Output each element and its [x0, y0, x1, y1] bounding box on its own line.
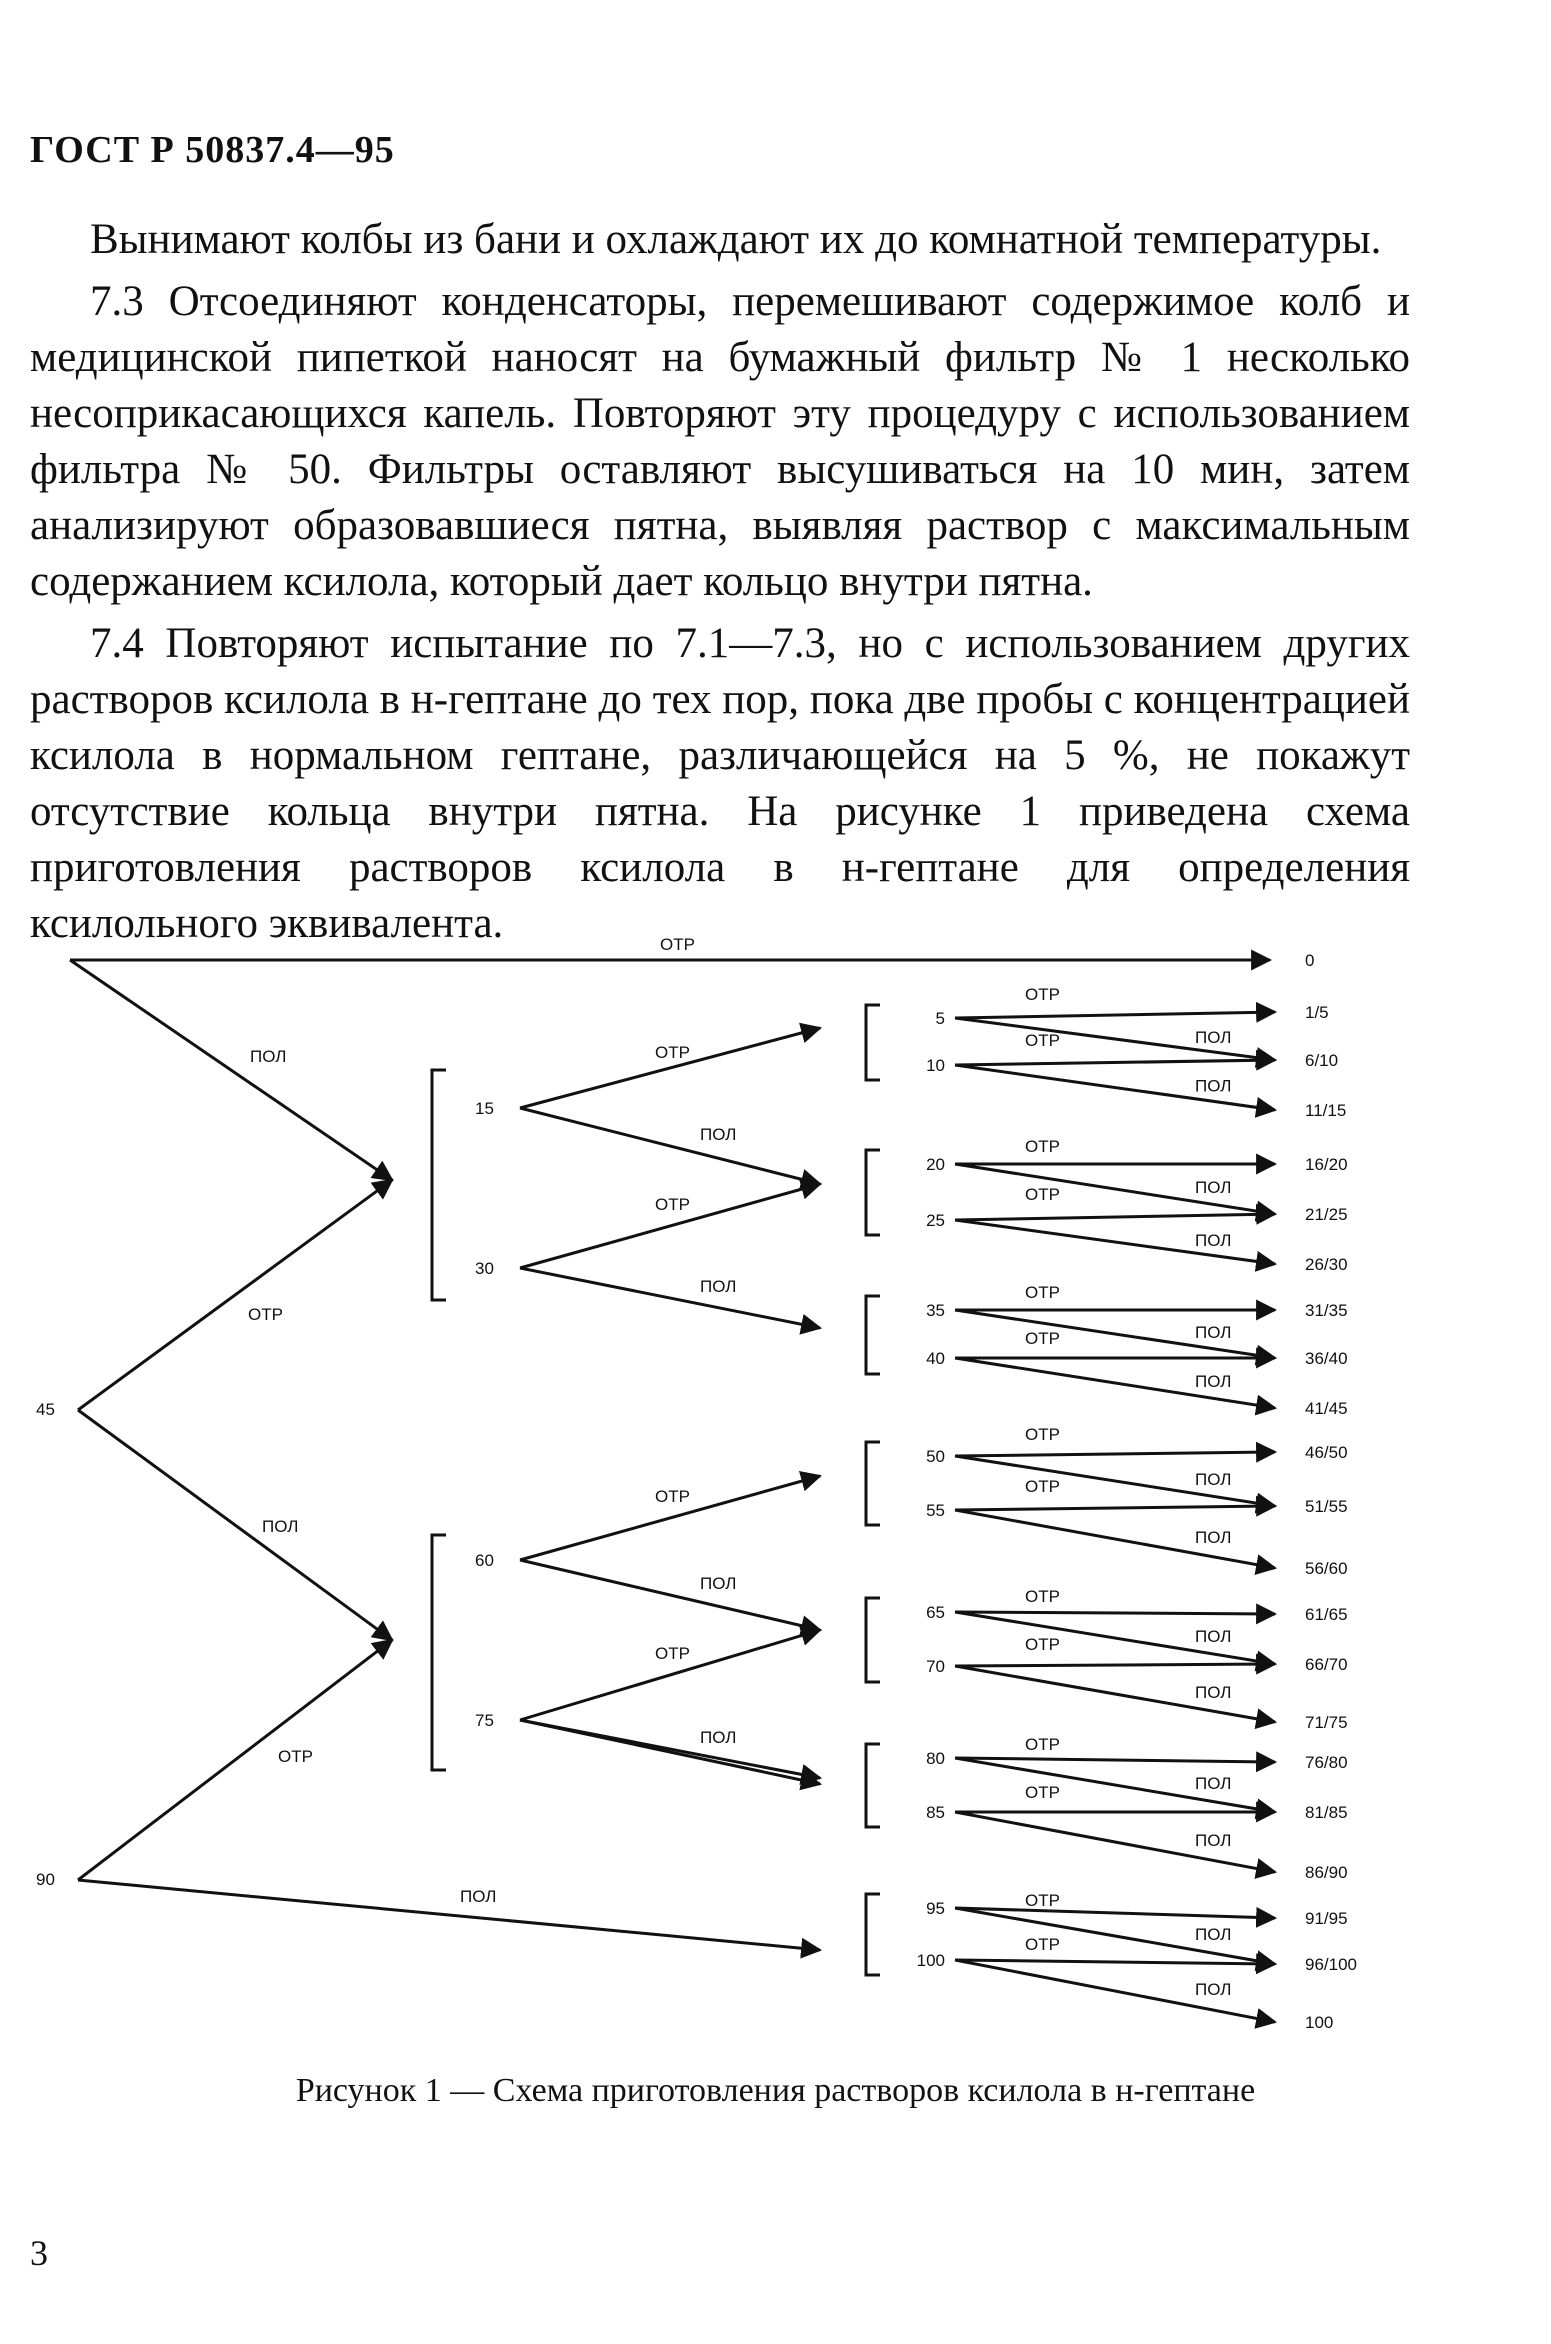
arrow-edge: [78, 1410, 392, 1640]
edge-label: ПОЛ: [700, 1728, 737, 1747]
arrow-edge: [955, 1664, 1275, 1666]
result-label: 26/30: [1305, 1255, 1348, 1274]
result-label: 81/85: [1305, 1803, 1348, 1822]
node-label: 55: [926, 1501, 945, 1520]
edge-label: ПОЛ: [1195, 1925, 1232, 1944]
arrow-edge: [955, 1758, 1275, 1762]
node-label: 25: [926, 1211, 945, 1230]
arrow-edge: [955, 1214, 1275, 1220]
group-bracket: [866, 1598, 880, 1682]
result-label: 41/45: [1305, 1399, 1348, 1418]
node-label: 10: [926, 1056, 945, 1075]
node-label: 40: [926, 1349, 945, 1368]
edge-label: ПОЛ: [1195, 1028, 1232, 1047]
edge-label: ОТР: [1025, 1425, 1060, 1444]
group-bracket: [866, 1894, 880, 1975]
edge-label: ПОЛ: [700, 1125, 737, 1144]
edge-label: ПОЛ: [1195, 1076, 1232, 1096]
arrow-edge: [955, 1506, 1275, 1510]
paragraph: Вынимают колбы из бани и охлаждают их до комнатной температуры.: [90, 216, 1382, 263]
result-label: 100: [1305, 2013, 1334, 2032]
edge-label: ОТР: [1025, 1587, 1060, 1606]
node-label: 70: [926, 1657, 945, 1676]
edge-label: ОТР: [1025, 985, 1060, 1004]
group-bracket: [866, 1442, 880, 1525]
result-label: 6/10: [1305, 1051, 1339, 1070]
arrow-edge: [955, 1452, 1275, 1456]
result-label: 46/50: [1305, 1443, 1348, 1462]
result-label: 36/40: [1305, 1349, 1348, 1368]
edge-label: ОТР: [1025, 1283, 1060, 1302]
node-label: 50: [926, 1447, 945, 1466]
arrow-edge: [520, 1560, 820, 1630]
edge-label: ПОЛ: [1195, 1470, 1232, 1489]
edge-label: ОТР: [1025, 1635, 1060, 1654]
arrow-edge: [70, 960, 392, 1180]
arrow-edge: [78, 1640, 392, 1880]
arrow-edge: [520, 1268, 820, 1328]
edge-label: ОТР: [1025, 1735, 1060, 1754]
result-label: 56/60: [1305, 1559, 1348, 1578]
edge-label: ОТР: [655, 1043, 690, 1062]
body-text: [30, 212, 1410, 958]
arrow-edge: [955, 1612, 1275, 1614]
arrow-edge: [955, 1012, 1275, 1018]
node-label: 5: [935, 1009, 945, 1028]
edge-label: ОТР: [1025, 1477, 1060, 1496]
result-label: 71/75: [1305, 1713, 1348, 1732]
result-label: 1/5: [1305, 1003, 1329, 1022]
edge-label: ОТР: [248, 1305, 283, 1324]
arrow-edge: [78, 1180, 392, 1410]
result-label: 66/70: [1305, 1655, 1348, 1674]
dilution-scheme-diagram: [0, 920, 1551, 2060]
arrow-edge: [520, 1108, 820, 1184]
result-label: 61/65: [1305, 1605, 1348, 1624]
edge-label: ПОЛ: [460, 1887, 497, 1906]
edge-label: ОТР: [1025, 1891, 1060, 1910]
edge-label: ОТР: [1025, 1329, 1060, 1348]
result-label: 0: [1305, 951, 1315, 970]
edge-label: ПОЛ: [1195, 1980, 1232, 1999]
edge-label: ОТР: [1025, 1031, 1060, 1050]
edge-label: ПОЛ: [1195, 1178, 1232, 1197]
node-label: 20: [926, 1155, 945, 1174]
node-label: 30: [475, 1259, 494, 1278]
page-number: 3: [30, 2233, 48, 2273]
edge-label: ОТР: [278, 1747, 313, 1766]
edge-label: ПОЛ: [262, 1517, 299, 1536]
node-label: 60: [475, 1551, 494, 1570]
group-bracket: [866, 1296, 880, 1374]
edge-label: ОТР: [655, 1644, 690, 1663]
edge-label: ОТР: [660, 935, 695, 954]
node-label: 65: [926, 1603, 945, 1622]
edge-label: ПОЛ: [1195, 1774, 1232, 1793]
result-label: 76/80: [1305, 1753, 1348, 1772]
result-label: 16/20: [1305, 1155, 1348, 1174]
document-header: ГОСТ Р 50837.4—95: [30, 129, 395, 171]
result-label: 86/90: [1305, 1863, 1348, 1882]
arrow-edge: [955, 1060, 1275, 1065]
node-label: 95: [926, 1899, 945, 1918]
paragraph: 7.4 Повторяют испытание по 7.1—7.3, но с использованием других растворов ксилола в н-гептане до тех пор, пока две пробы с концентрацией ксилола в нормальном гептане, различающейся на 5 %, не покажут отсутствие кольца внутри пятна. На рисунке 1 приведена схема приготовления растворов ксилола в н-гептане для определения ксилольного эквивалента.: [30, 620, 1410, 947]
edge-label: ПОЛ: [1195, 1683, 1232, 1702]
edge-label: ОТР: [1025, 1935, 1060, 1954]
edge-label: ПОЛ: [700, 1277, 737, 1296]
edge-label: ПОЛ: [700, 1574, 737, 1593]
edge-label: ОТР: [1025, 1185, 1060, 1204]
paragraph: 7.3 Отсоединяют конденсаторы, перемешивают содержимое колб и медицинской пипеткой наносят на бумажный фильтр № 1 несколько несоприкасающихся капель. Повторяют эту процедуру с использованием фильтра № 50. Фильтры оставляют высушиваться на 10 мин, затем анализируют образовавшиеся пятна, выявляя раствор с максимальным содержанием ксилола, который дает кольцо внутри пятна.: [30, 278, 1410, 605]
node-label: 80: [926, 1749, 945, 1768]
group-bracket: [432, 1535, 446, 1770]
arrow-edge: [520, 1720, 820, 1784]
result-label: 51/55: [1305, 1497, 1348, 1516]
node-label: 100: [916, 1951, 945, 1970]
result-label: 96/100: [1305, 1955, 1357, 1974]
node-label-root: 45: [36, 1400, 55, 1419]
figure-caption: Рисунок 1 — Схема приготовления растворов ксилола в н-гептане: [295, 2072, 1256, 2109]
result-label: 11/15: [1305, 1101, 1347, 1120]
edge-label: ПОЛ: [250, 1047, 287, 1066]
arrow-edge: [78, 1880, 820, 1950]
result-label: 21/25: [1305, 1205, 1348, 1224]
arrow-edge: [520, 1028, 820, 1108]
result-label: 31/35: [1305, 1301, 1348, 1320]
result-label: 91/95: [1305, 1909, 1348, 1928]
node-label: 15: [475, 1099, 494, 1118]
group-bracket: [432, 1070, 446, 1300]
edge-label: ОТР: [655, 1487, 690, 1506]
edge-label: ПОЛ: [1195, 1231, 1232, 1250]
edge-label: ПОЛ: [1195, 1831, 1232, 1850]
group-bracket: [866, 1744, 880, 1827]
arrow-edge: [955, 1960, 1275, 1964]
node-label: 85: [926, 1803, 945, 1822]
edge-label: ОТР: [655, 1195, 690, 1214]
node-label: 75: [475, 1711, 494, 1730]
group-bracket: [866, 1150, 880, 1235]
node-label: 35: [926, 1301, 945, 1320]
edge-label: ПОЛ: [1195, 1627, 1232, 1646]
edge-label: ПОЛ: [1195, 1372, 1232, 1391]
edge-label: ОТР: [1025, 1137, 1060, 1156]
edge-label: ОТР: [1025, 1783, 1060, 1802]
edge-label: ПОЛ: [1195, 1528, 1232, 1547]
node-label: 90: [36, 1870, 55, 1889]
group-bracket: [866, 1005, 880, 1080]
edge-label: ПОЛ: [1195, 1323, 1232, 1342]
